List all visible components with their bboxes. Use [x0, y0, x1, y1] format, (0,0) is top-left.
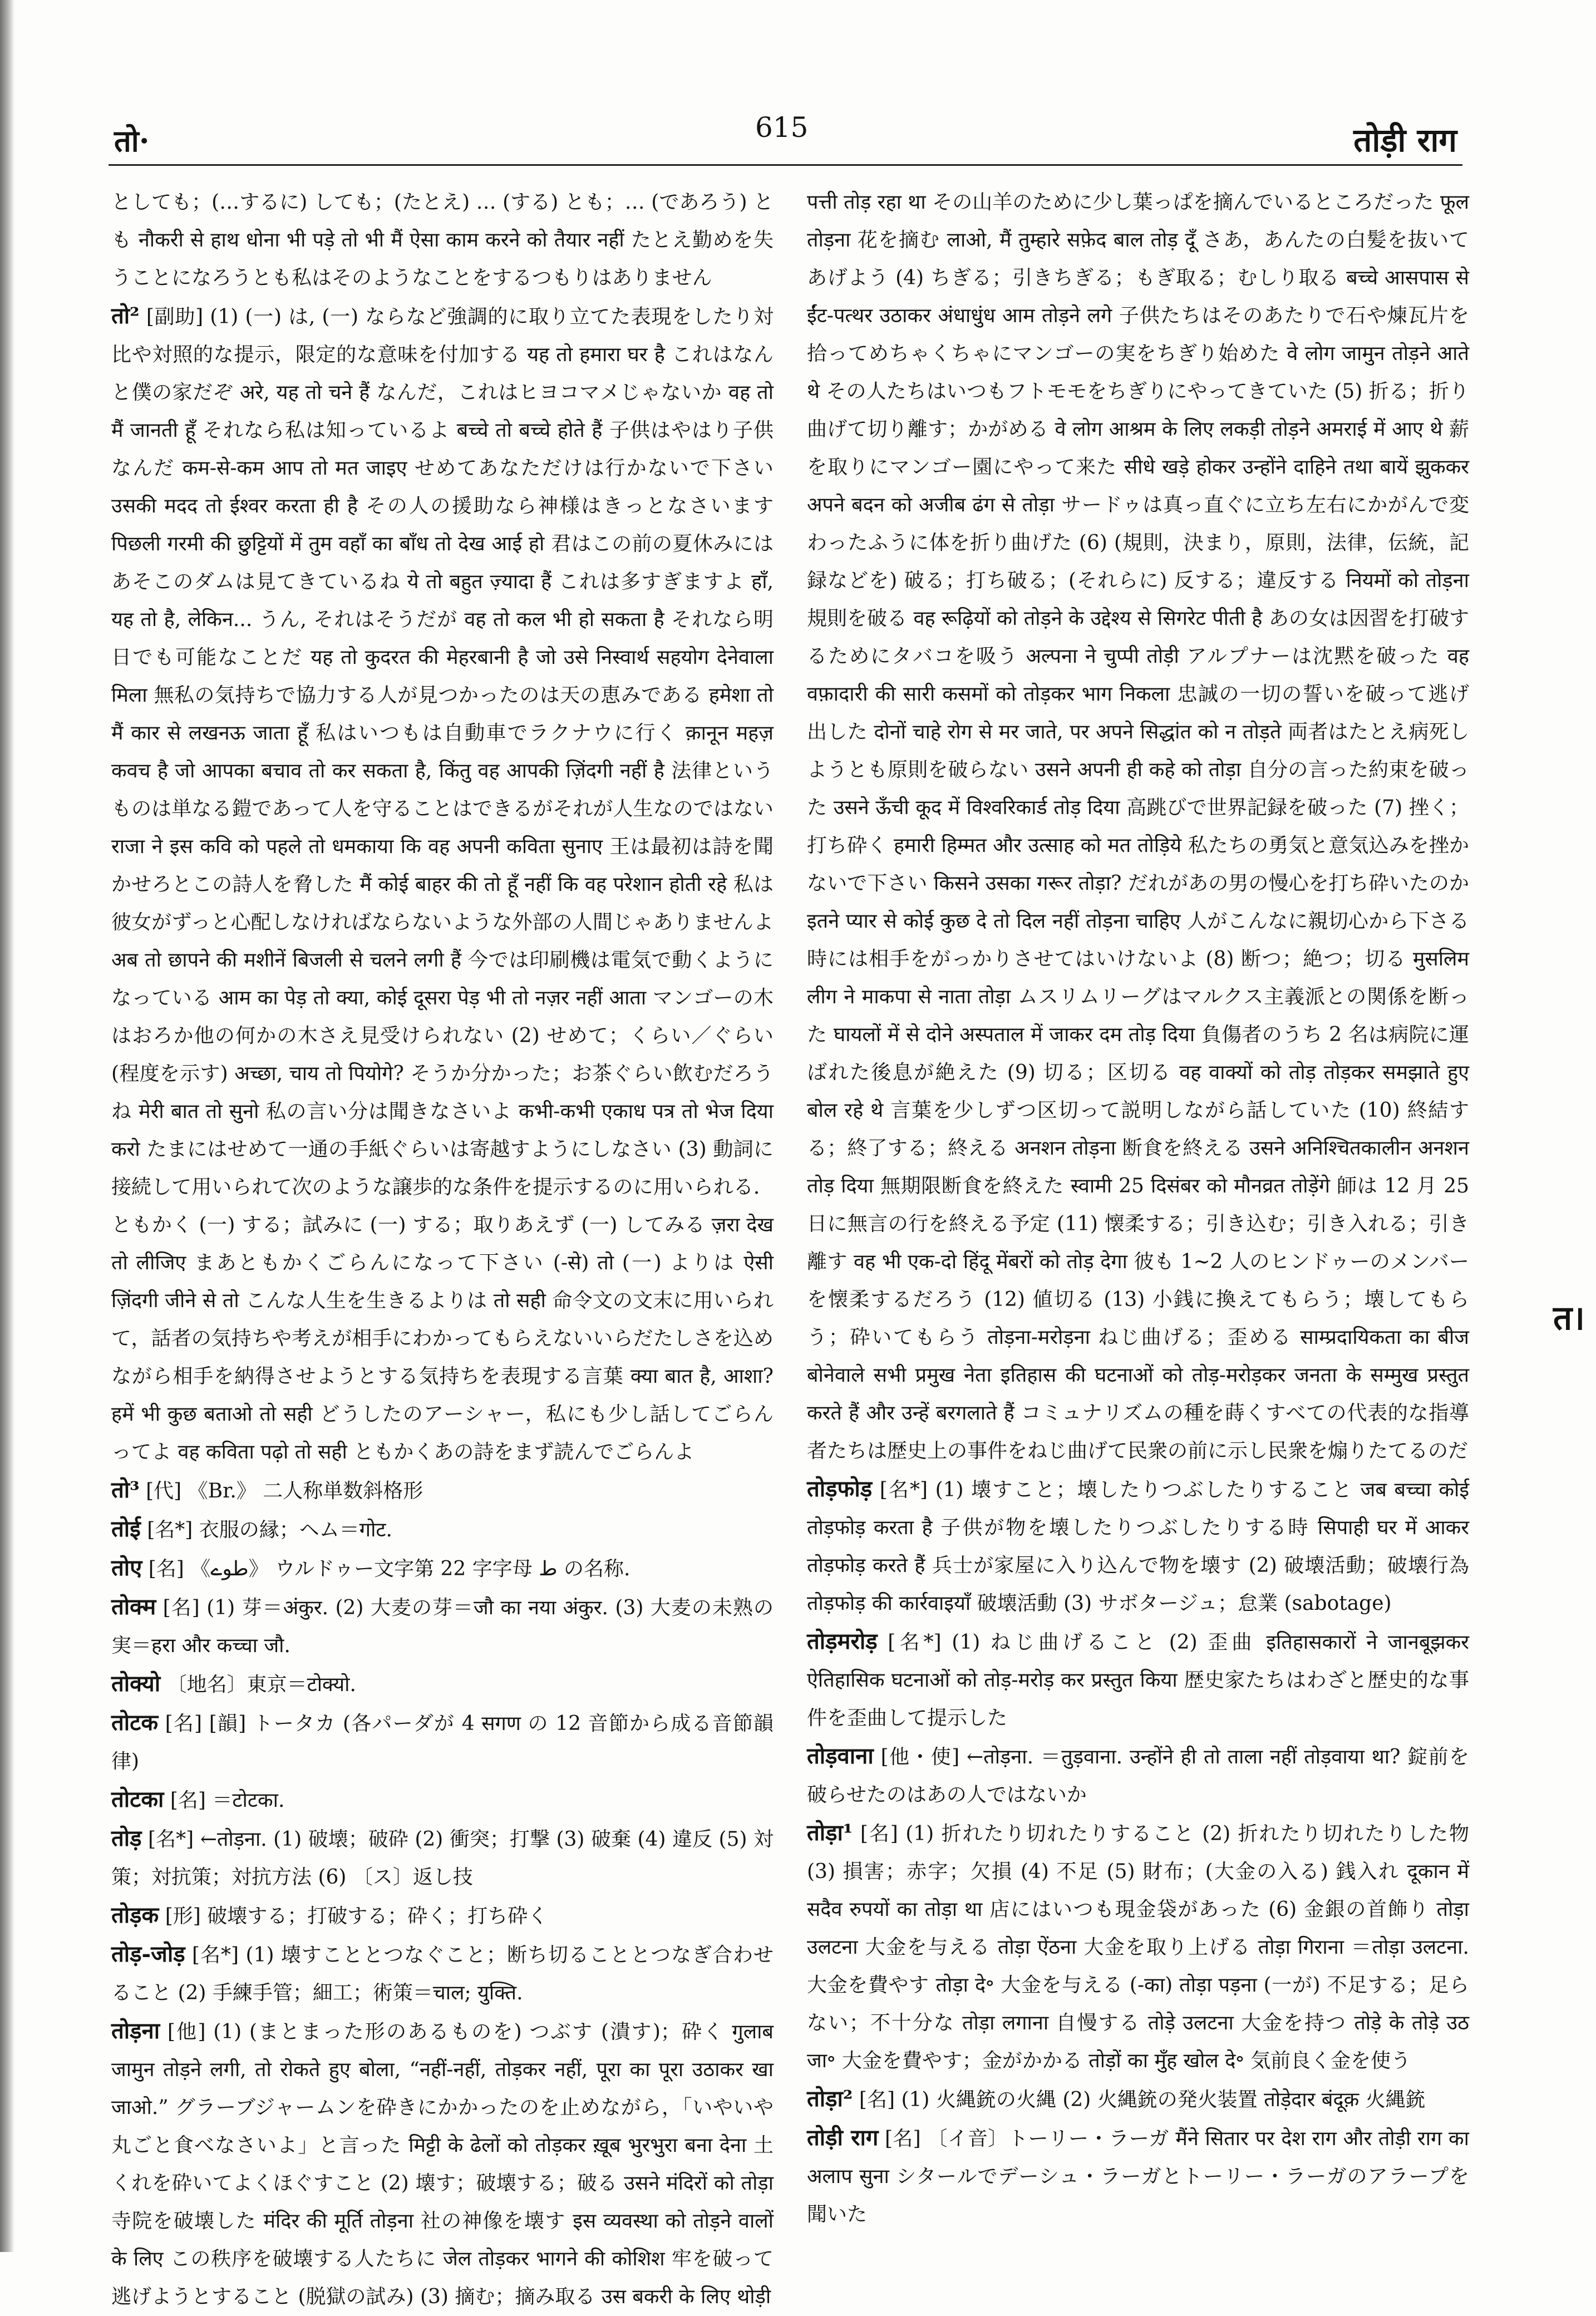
dictionary-entry	[111, 1510, 774, 1549]
entry-definition: [名] (1) 芽＝अंकुर. (2) 大麦の芽＝जौ का नया अंकुर. (3) 大麦の未熟の実＝हरा और कच्चा जौ.	[111, 1596, 774, 1657]
dictionary-entry	[111, 184, 774, 297]
entry-definition: [名] 《طوے》 ウルドゥー文字第 22 字字母 ط の名称.	[148, 1558, 630, 1580]
dictionary-entry	[111, 1781, 774, 1820]
page-header	[0, 111, 1596, 167]
entry-headword: तोटका	[111, 1786, 164, 1812]
entry-headword: तो³	[111, 1477, 140, 1503]
dictionary-entry	[111, 297, 774, 1471]
dictionary-entry	[111, 2012, 774, 2316]
dictionary-entry	[807, 1470, 1469, 1623]
right-column	[807, 184, 1469, 2234]
entry-headword: तोड़	[111, 1825, 142, 1851]
dictionary-entry	[111, 1665, 774, 1704]
entry-headword: तोड़वाना	[807, 1743, 874, 1769]
dictionary-entry	[807, 1623, 1469, 1737]
entry-definition: [名*] (1) 壊すこととつなぐこと；断ち切ることとつなぎ合わせること (2) 手練手管；細工；術策＝चाल; युक्ति.	[111, 1944, 774, 2004]
entry-headword: तो²	[111, 303, 140, 329]
dictionary-entry	[807, 2080, 1469, 2119]
entry-definition: 〔地名〕東京＝टोक्यो.	[166, 1673, 356, 1696]
dictionary-entry	[111, 1896, 774, 1935]
header-right-guide-word: तोड़ी राग	[1353, 121, 1457, 159]
entry-headword: तोड़-जोड़	[111, 1941, 185, 1967]
entry-headword: तोड़ा²	[807, 2086, 853, 2112]
entry-headword: तोड़ी राग	[807, 2125, 879, 2151]
entry-definition: [他] (1) (まとまった形のあるものを) つぶす (潰す)；砕く गुलाब जामुन तोड़ने लगी, तो रोकते हुए बोला, “नहीं-नहीं, तोड़कर नहीं, पूरा का पूरा उठाकर खा जाओ.” グラーブジャームンを砕きにかかったのを止めながら，「いやいや丸ごと食べなさいよ」と言った मिट्टी के ढेलों को तोड़कर ख़ूब भुरभुरा बना देना 土くれを砕いてよくほぐすこと (2) 壊す；破壊する；破る उसने मंदिरों को तोड़ा 寺院を破壊した मंदिर की मूर्ति तोड़ना 社の神像を壊す इस व्यवस्था को तोड़ने वालों के लिए この秩序を破壊する人たちに जेल तोड़कर भागने की कोशिश 牢を破って逃げようとすること (脱獄の試み) (3) 摘む；摘み取る उस बकरी के लिए थोड़ी	[111, 2021, 774, 2308]
dictionary-entry	[807, 184, 1469, 1470]
dictionary-entry	[111, 1820, 774, 1896]
entry-definition: [他・使] ←तोड़ना. ＝तुड़वाना. उन्होंने ही तो ताला नहीं तोड़वाया था? 錠前を破らせたのはあの人ではないか	[807, 1746, 1469, 1806]
dictionary-entry	[111, 1588, 774, 1665]
side-index-tab: त।	[1553, 1299, 1585, 1338]
left-column	[111, 184, 774, 2316]
entry-headword: तोटक	[111, 1709, 159, 1736]
entry-definition: [形] 破壊する；打破する；砕く；打ち砕く	[165, 1905, 548, 1928]
entry-headword: तोई	[111, 1516, 141, 1542]
entry-definition: としても；(…するに) しても；(たとえ) … (する) とも；… (であろう) とも नौकरी से हाथ धोना भी पड़े तो भी मैं ऐसा काम करने को तैयार नहीं たとえ勤めを失うことになろうとも私はそのようなことをするつもりはありません	[111, 191, 774, 289]
entry-definition: [名] [韻] トータカ (各パーダが 4 सगण の 12 音節から成る音節韻律)	[111, 1712, 774, 1773]
entry-definition: [名*] ←तोड़ना. (1) 破壊；破砕 (2) 衝突；打撃 (3) 破棄 (4) 違反 (5) 対策；対抗策；対抗方法 (6) 〔ス〕返し技	[111, 1828, 774, 1889]
entry-headword: तोक्यो	[111, 1671, 161, 1697]
entry-definition: [代] 《Br.》 二人称単数斜格形	[146, 1480, 423, 1502]
entry-headword: तोए	[111, 1555, 142, 1581]
entry-definition: पत्ती तोड़ रहा था その山羊のために少し葉っぱを摘んでいるところだった फूल तोड़ना 花を摘む लाओ, मैं तुम्हारे सफ़ेद बाल तोड़ दूँ さあ，あんたの白髪を抜いてあげよう (4) ちぎる；引きちぎる；もぎ取る；むしり取る बच्चे आसपास से ईंट-पत्थर उठाकर अंधाधुंध आम तोड़ने लगे 子供たちはそのあたりで石や煉瓦片を拾ってめちゃくちゃにマンゴーの実をちぎり始めた वे लोग जामुन तोड़ने आते थे その人たちはいつもフトモモをちぎりにやってきていた (5) 折る；折り曲げて切り離す；かがめる वे लोग आश्रम के लिए लकड़ी तोड़ने अमराई में आए थे 薪を取りにマンゴー園にやって来た सीधे खड़े होकर उन्होंने दाहिने तथा बायें झुककर अपने बदन को अजीब ढंग से तोड़ा サードゥは真っ直ぐに立ち左右にかがんで変わったふうに体を折り曲げた (6) (規則，決まり，原則，法律，伝統，記録などを) 破る；打ち破る；(それらに) 反する；違反する नियमों को तोड़ना 規則を破る वह रूढ़ियों को तोड़ने के उद्देश्य से सिगरेट पीती है あの女は因習を打破するためにタバコを吸う अल्पना ने चुप्पी तोड़ी アルプナーは沈黙を破った वह वफ़ादारी की सारी कसमों को तोड़कर भाग निकला 忠誠の一切の誓いを破って逃げ出した दोनों चाहे रोग से मर जाते, पर अपने सिद्धांत को न तोड़ते 両者はたとえ病死しようとも原則を破らない उसने अपनी ही कहे को तोड़ा 自分の言った約束を破った उसने ऊँची कूद में विश्वरिकार्ड तोड़ दिया 高跳びで世界記録を破った (7) 挫く；打ち砕く हमारी हिम्मत और उत्साह को मत तोड़िये 私たちの勇気と意気込みを挫かないで下さい किसने उसका गरूर तोड़ा? だれがあの男の慢心を打ち砕いたのか इतने प्यार से कोई कुछ दे तो दिल नहीं तोड़ना चाहिए 人がこんなに親切心から下さる時には相手をがっかりさせてはいけないよ (8) 断つ；絶つ；切る मुसलिम लीग ने माकपा से नाता तोड़ा ムスリムリーグはマルクス主義派との関係を断った घायलों में से दोने अस्पताल में जाकर दम तोड़ दिया 負傷者のうち 2 名は病院に運ばれた後息が絶えた (9) 切る；区切る वह वाक्यों को तोड़ तोड़कर समझाते हुए बोल रहे थे 言葉を少しずつ区切って説明しながら話していた (10) 終結する；終了する；終える अनशन तोड़ना 断食を終える उसने अनिश्चितकालीन अनशन तोड़ दिया 無期限断食を終えた स्वामी 25 दिसंबर को मौनव्रत तोड़ेंगे 師は 12 月 25 日に無言の行を終える予定 (11) 懐柔する；引き込む；引き入れる；引き離す वह भी एक-दो हिंदू मेंबरों को तोड़ देगा 彼も 1~2 人のヒンドゥーのメンバーを懐柔するだろう (12) 値切る (13) 小銭に換えてもらう；壊してもらう；砕いてもらう तोड़ना-मरोड़ना ねじ曲げる；歪める साम्प्रदायिकता का बीज बोनेवाले सभी प्रमुख नेता इतिहास की घटनाओं को तोड़-मरोड़कर जनता के सम्मुख प्रस्तुत करते हैं और उन्हें बरगलाते हैं コミュナリズムの種を蒔くすべての代表的な指導者たちは歴史上の事件をねじ曲げて民衆の前に示し民衆を煽りたてるのだ	[807, 191, 1469, 1462]
dictionary-entry	[807, 1814, 1469, 2080]
dictionary-entry	[111, 1704, 774, 1781]
entry-headword: तोड़ना	[111, 2018, 160, 2044]
entry-headword: तोड़फोड़	[807, 1476, 873, 1502]
dictionary-entry	[807, 1737, 1469, 1814]
entry-headword: तोक्म	[111, 1594, 156, 1620]
page-binding-shadow	[0, 0, 14, 2252]
entry-definition: [名*] 衣服の縁；ヘム＝गोट.	[147, 1519, 392, 1541]
dictionary-entry	[111, 1549, 774, 1588]
entry-headword: तोड़क	[111, 1902, 159, 1928]
entry-definition: [名] 〔イ音〕トーリー・ラーガ मैंने सितार पर देश राग और तोड़ी राग का अलाप सुना シタールでデーシュ・ラーガとトーリー・ラーガのアラープを聞いた	[807, 2127, 1469, 2226]
entry-headword: तोड़मरोड़	[807, 1628, 878, 1654]
entry-definition: [名] (1) 火縄銃の火縄 (2) 火縄銃の発火装置 तोड़ेदार बंदूक़ 火縄銃	[859, 2088, 1426, 2111]
header-rule	[109, 164, 1462, 166]
entry-definition: [名] ＝टोटका.	[170, 1789, 285, 1812]
dictionary-entry	[111, 1935, 774, 2012]
dictionary-entry	[111, 1471, 774, 1510]
header-left-guide-word: तो·	[114, 123, 150, 159]
entry-definition: [副助] (1) (一) は, (一) ならなど強調的に取り立てた表現をしたり対比や対照的な提示，限定的な意味を付加する यह तो हमारा घर है これはなんと僕の家だぞ अरे, यह तो चने हैं なんだ，これはヒヨコマメじゃないか वह तो मैं जानती हूँ それなら私は知っているよ बच्चे तो बच्चे होते हैं 子供はやはり子供なんだ कम-से-कम आप तो मत जाइए せめてあなただけは行かないで下さい उसकी मदद तो ईश्वर करता ही है その人の援助なら神様はきっとなさいます पिछली गरमी की छुट्टियों में तुम वहाँ का बाँध तो देख आई हो 君はこの前の夏休みにはあそこのダムは見てきているね ये तो बहुत ज़्यादा हैं これは多すぎますよ हाँ, यह तो है, लेकिन... うん, それはそうだが वह तो कल भी हो सकता है それなら明日でも可能なことだ यह तो कुदरत की मेहरबानी है जो उसे निस्वार्थ सहयोग देनेवाला मिला 無私の気持ちで協力する人が見つかったのは天の恵みである हमेशा तो मैं कार से लखनऊ जाता हूँ 私はいつもは自動車でラクナウに行く क़ानून महज़ कवच है जो आपका बचाव तो कर सकता है, किंतु वह आपकी ज़िंदगी नहीं है 法律というものは単なる鎧であって人を守ることはできるがそれが人生なのではない राजा ने इस कवि को पहले तो धमकाया कि वह अपनी कविता सुनाए 王は最初は詩を聞かせろとこの詩人を脅した मैं कोई बाहर की तो हूँ नहीं कि वह परेशान होती रहे 私は彼女がずっと心配しなければならないような外部の人間じゃありませんよ अब तो छापने की मशीनें बिजली से चलने लगी हैं 今では印刷機は電気で動くようになっている आम का पेड़ तो क्या, कोई दूसरा पेड़ भी तो नज़र नहीं आता マンゴーの木はおろか他の何かの木さえ見受けられない (2) せめて；くらい／ぐらい (程度を示す) अच्छा, चाय तो पियोगे? そうか分かった；お茶ぐらい飲むだろうね मेरी बात तो सुनो 私の言い分は聞きなさいよ कभी-कभी एकाध पत्र तो भेज दिया करो たまにはせめて一通の手紙ぐらいは寄越すようにしなさい (3) 動詞に接続して用いられて次のような譲歩的な条件を提示するのに用いられる．ともかく (一) する；試みに (一) する；取りあえず (一) してみる ज़रा देख तो लीजिए まあともかくごらんになって下さい (-से) तो (一) よりは ऐसी ज़िंदगी जीने से तो こんな人生を生きるよりは तो सही 命令文の文末に用いられて，話者の気持ちや考えが相手にわかってもらえないいらだたしさを込めながら相手を納得させようとする気持ちを表現する言葉 क्या बात है, आशा? हमें भी कुछ बताओ तो सही どうしたのアーシャー，私にも少し話してごらんってよ वह कविता पढ़ो तो सही ともかくあの詩をまず読んでごらんよ	[111, 305, 774, 1463]
entry-headword: तोड़ा¹	[807, 1820, 853, 1846]
page-number: 615	[755, 111, 809, 144]
entry-definition: [名] (1) 折れたり切れたりすること (2) 折れたり切れたりした物 (3) 損害；赤字；欠損 (4) 不足 (5) 財布；(大金の入る) 銭入れ दूकान में सदैव रुपयों का तोड़ा था 店にはいつも現金袋があった (6) 金銀の首飾り तोड़ा उलटना 大金を与える तोड़ा ऐंठना 大金を取り上げる तोड़ा गिराना ＝तोड़ा उलटना. 大金を費やす तोड़ा दे॰ 大金を与える (-का) तोड़ा पड़ना (一が) 不足する；足らない；不十分な तोड़ा लगाना 自慢する तोड़े उलटना 大金を持つ तोड़े के तोड़े उठ जा॰ 大金を費やす；金がかかる तोड़ों का मुँह खोल दे॰ 気前良く金を使う	[807, 1822, 1469, 2072]
dictionary-entry	[807, 2119, 1469, 2234]
entry-definition: [名*] (1) ねじ曲げること (2) 歪曲 इतिहासकारों ने जानबूझकर ऐतिहासिक घटनाओं को तोड़-मरोड़ कर प्रस्तुत किया 歴史家たちはわざと歴史的な事件を歪曲して提示した	[807, 1631, 1469, 1729]
entry-definition: [名*] (1) 壊すこと；壊したりつぶしたりすること जब बच्चा कोई तोड़फोड़ करता है 子供が物を壊したりつぶしたりする時 सिपाही घर में आकर तोड़फोड़ करते हैं 兵士が家屋に入り込んで物を壊す (2) 破壊活動；破壊行為 तोड़फोड़ की कार्रवाइयाँ 破壊活動 (3) サボタージュ；怠業 (sabotage)	[807, 1479, 1469, 1615]
